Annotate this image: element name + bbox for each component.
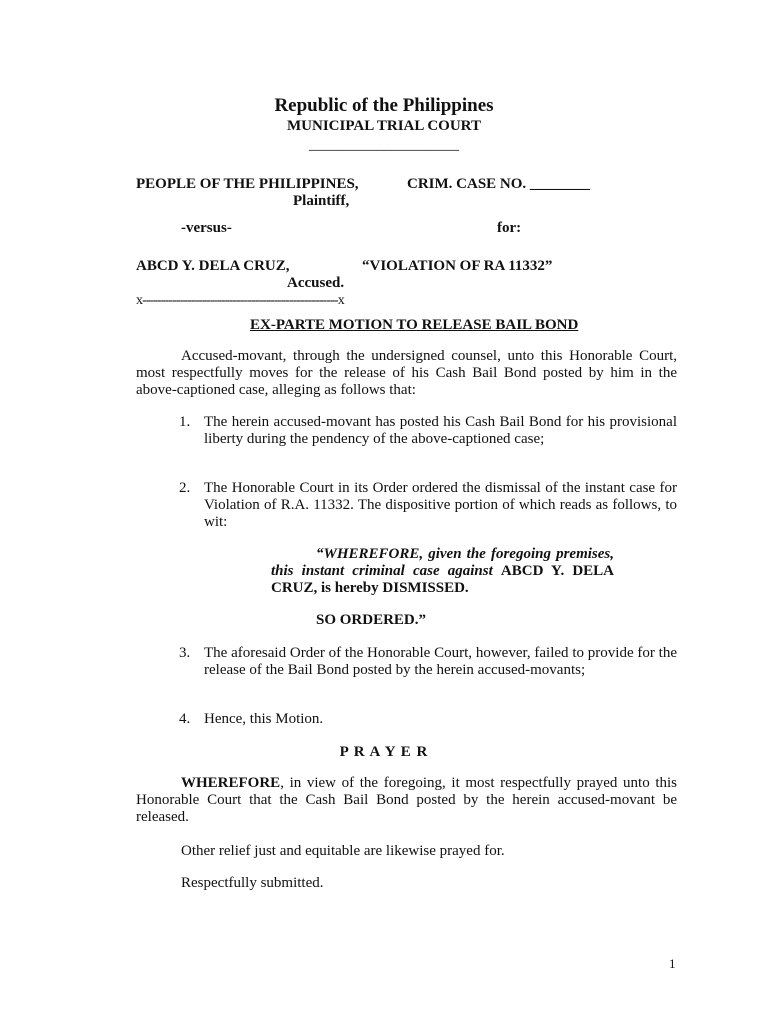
prayer-heading: P R A Y E R <box>339 744 429 760</box>
prayer-paragraph <box>136 775 677 826</box>
item-text: The Honorable Court in its Order ordered the dismissal of the instant case for Violation of R.A. 11332. The dispositive portion of which reads as follows, to wit: <box>204 480 677 530</box>
item-number: 1. <box>179 414 191 430</box>
so-ordered-text: SO ORDERED.” <box>316 612 427 628</box>
plaintiff-label: Plaintiff, <box>293 193 350 209</box>
prayer-body: , in view of the foregoing, it most respectfully prayed unto this Honorable Court that the Cash Bail Bond posted by the herein accused-movant be released. <box>136 775 677 825</box>
for-label: for: <box>497 220 522 236</box>
dispositive-quote <box>271 546 614 597</box>
item-text: Hence, this Motion. <box>204 711 324 727</box>
motion-title: EX-PARTE MOTION TO RELEASE BAIL BOND <box>250 317 579 333</box>
item-text: The herein accused-movant has posted his Cash Bail Bond for his provisional liberty during the pendency of the above-captioned case; <box>204 414 677 447</box>
plaintiff-name: PEOPLE OF THE PHILIPPINES, <box>136 176 359 192</box>
quote-italic-text: “WHEREFORE, given the foregoing premises, this instant criminal case against <box>271 546 614 579</box>
versus-label: -versus- <box>181 220 232 236</box>
quote-bold-text: ABCD Y. DELA CRUZ, is hereby DISMISSED. <box>271 563 615 596</box>
case-number: CRIM. CASE NO. ________ <box>407 176 590 192</box>
other-relief-text: Other relief just and equitable are likewise prayed for. <box>181 843 505 859</box>
list-item <box>179 645 677 679</box>
item-text: The aforesaid Order of the Honorable Court, however, failed to provide for the release of the Bail Bond posted by the herein accused-movants; <box>204 645 677 678</box>
item-number: 2. <box>179 480 191 496</box>
page-number: 1 <box>669 956 676 971</box>
list-item <box>179 480 677 531</box>
list-item <box>179 711 677 728</box>
list-item <box>179 414 677 448</box>
branch-blank-line: ____________________ <box>309 137 459 153</box>
intro-paragraph: Accused-movant, through the undersigned counsel, unto this Honorable Court, most respectfully moves for the release of his Cash Bail Bond posted by him in the above-captioned case, alleging as follows that: <box>136 348 677 398</box>
republic-heading: Republic of the Philippines <box>274 95 494 116</box>
accused-name: ABCD Y. DELA CRUZ, <box>136 258 290 274</box>
item-number: 3. <box>179 645 191 661</box>
caption-separator: x----------------------------------------------------x <box>136 293 344 308</box>
offense-label: “VIOLATION OF RA 11332” <box>362 258 553 274</box>
prayer-lead: WHEREFORE <box>181 775 281 791</box>
accused-label: Accused. <box>287 275 345 291</box>
item-number: 4. <box>179 711 191 727</box>
respectfully-submitted-text: Respectfully submitted. <box>181 875 324 891</box>
court-heading: MUNICIPAL TRIAL COURT <box>287 118 481 134</box>
